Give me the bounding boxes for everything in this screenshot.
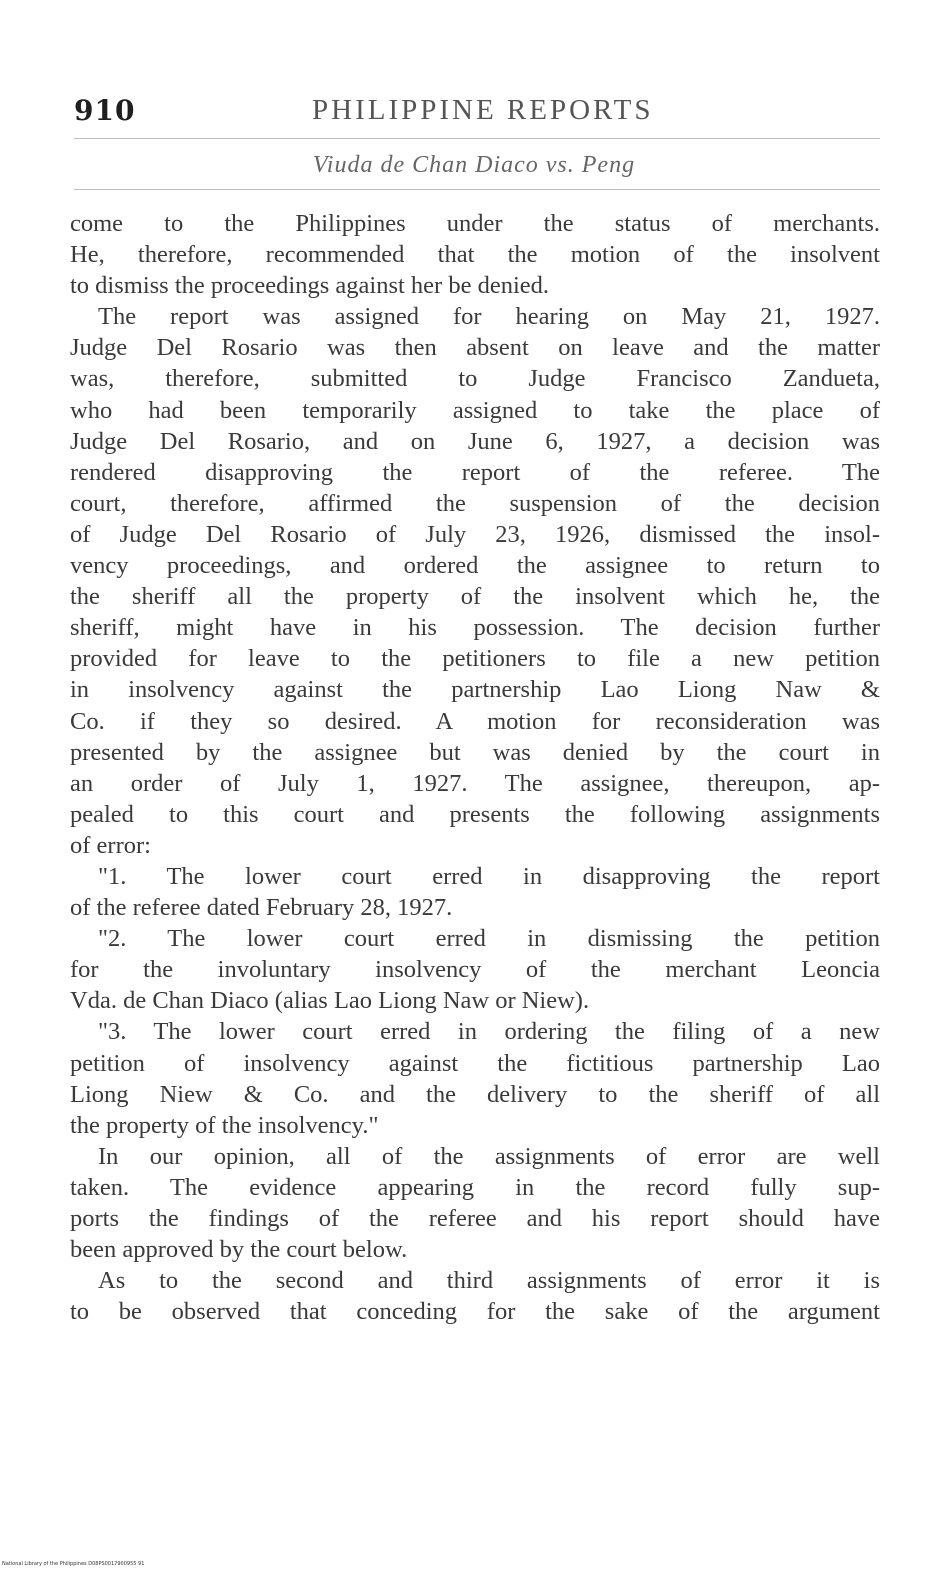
text-line: pealed to this court and presents the following assignments bbox=[70, 800, 880, 828]
text-line: Liong Niew & Co. and the delivery to the sheriff of all bbox=[70, 1080, 880, 1108]
text-line: Judge Del Rosario was then absent on leave and the matter bbox=[70, 334, 880, 362]
text-line: "3. The lower court erred in ordering the filing of a new bbox=[98, 1018, 880, 1046]
text-line: "1. The lower court erred in disapproving the report bbox=[98, 862, 880, 890]
text-line: was, therefore, submitted to Judge Francisco Zandueta, bbox=[70, 365, 880, 393]
text-line: of the referee dated February 28, 1927. bbox=[70, 894, 453, 922]
text-line: petition of insolvency against the fictitious partnership Lao bbox=[70, 1049, 880, 1077]
header-rule bbox=[74, 138, 880, 139]
text-line: in insolvency against the partnership Lao Liong Naw & bbox=[70, 676, 880, 704]
scan-source-footer: National Library of the Philippines D08PS0017900955 91 bbox=[2, 1561, 145, 1567]
text-line: In our opinion, all of the assignments of error are well bbox=[98, 1142, 880, 1170]
running-head: PHILIPPINE REPORTS bbox=[312, 94, 654, 126]
text-line: He, therefore, recommended that the motion of the insolvent bbox=[70, 241, 880, 269]
header-rule bbox=[74, 189, 880, 190]
text-line: provided for leave to the petitioners to file a new petition bbox=[70, 645, 880, 673]
text-line: of Judge Del Rosario of July 23, 1926, dismissed the insol- bbox=[70, 520, 880, 548]
text-line: The report was assigned for hearing on May 21, 1927. bbox=[98, 303, 880, 331]
text-line: sheriff, might have in his possession. The decision further bbox=[70, 614, 880, 642]
case-title: Viuda de Chan Diaco vs. Peng bbox=[312, 152, 636, 178]
text-line: who had been temporarily assigned to take the place of bbox=[70, 396, 880, 424]
text-line: Co. if they so desired. A motion for reconsideration was bbox=[70, 707, 880, 735]
text-line: ports the findings of the referee and his report should have bbox=[70, 1205, 880, 1232]
text-line: "2. The lower court erred in dismissing the petition bbox=[98, 925, 880, 953]
page-header bbox=[74, 94, 874, 134]
text-line: As to the second and third assignments of error it is bbox=[98, 1267, 880, 1295]
text-line: rendered disapproving the report of the referee. The bbox=[70, 458, 880, 486]
text-line: the property of the insolvency." bbox=[70, 1111, 379, 1139]
text-line: an order of July 1, 1927. The assignee, thereupon, ap- bbox=[70, 769, 880, 797]
text-line: come to the Philippines under the status of merchants. bbox=[70, 210, 880, 237]
text-line: of error: bbox=[70, 831, 151, 859]
text-line: court, therefore, affirmed the suspension of the decision bbox=[70, 489, 880, 517]
text-line: taken. The evidence appearing in the record fully sup- bbox=[70, 1173, 880, 1201]
text-line: to dismiss the proceedings against her be denied. bbox=[70, 272, 549, 300]
text-line: to be observed that conceding for the sake of the argument bbox=[70, 1298, 880, 1326]
text-line: presented by the assignee but was denied by the court in bbox=[70, 738, 880, 766]
text-line: been approved by the court below. bbox=[70, 1236, 408, 1264]
text-line: for the involuntary insolvency of the merchant Leoncia bbox=[70, 956, 880, 984]
text-line: Vda. de Chan Diaco (alias Lao Liong Naw or Niew). bbox=[70, 987, 590, 1015]
page-number: 910 bbox=[74, 94, 136, 127]
text-line: vency proceedings, and ordered the assignee to return to bbox=[70, 552, 880, 580]
text-line: the sheriff all the property of the insolvent which he, the bbox=[70, 583, 880, 611]
text-line: Judge Del Rosario, and on June 6, 1927, a decision was bbox=[70, 427, 880, 455]
body-text bbox=[70, 208, 880, 1327]
